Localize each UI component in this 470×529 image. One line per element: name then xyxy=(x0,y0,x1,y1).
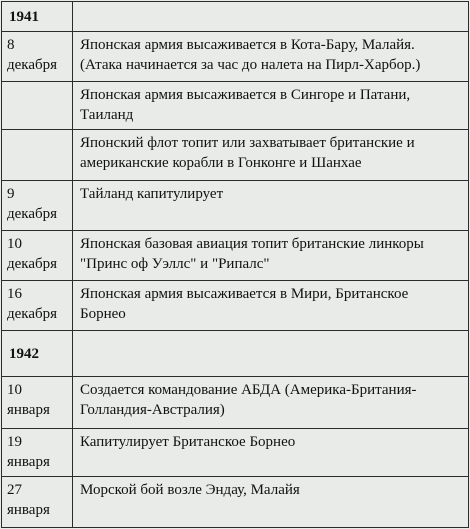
date-cell xyxy=(2,82,73,130)
year-row-1941 xyxy=(2,2,469,32)
date-cell xyxy=(2,281,73,331)
table-row xyxy=(2,281,469,331)
event-text: Японская армия высаживается в Мири, Британское xyxy=(80,286,409,302)
date-cell xyxy=(2,477,73,528)
year-cell xyxy=(2,2,73,32)
event-text: Создается командование АБДА (Америка-Британия- xyxy=(80,382,417,398)
date-month: декабря xyxy=(7,206,58,222)
date-month: декабря xyxy=(7,57,58,73)
event-cell xyxy=(73,477,469,528)
date-month: января xyxy=(7,502,50,518)
table-row xyxy=(2,130,469,181)
event-text: (Атака начинается за час до налета на Пирл-Харбор.) xyxy=(80,57,421,73)
date-day: 10 xyxy=(7,236,22,252)
date-day: 8 xyxy=(7,37,15,53)
event-text: Японская армия высаживается в Кота-Бару, Малайя. xyxy=(80,37,415,53)
year-empty-cell xyxy=(73,331,469,377)
event-text: Борнео xyxy=(80,306,126,322)
date-cell xyxy=(2,130,73,181)
date-cell xyxy=(2,429,73,477)
event-cell xyxy=(73,377,469,429)
date-day: 19 xyxy=(7,434,22,450)
year-label: 1941 xyxy=(9,8,39,25)
date-month: декабря xyxy=(7,306,58,322)
event-text: американские корабли в Гонконге и Шанхае xyxy=(80,155,362,171)
table-row xyxy=(2,32,469,82)
year-label: 1942 xyxy=(9,345,39,362)
date-day: 16 xyxy=(7,286,22,302)
table-row xyxy=(2,82,469,130)
event-cell xyxy=(73,181,469,231)
date-day: 27 xyxy=(7,482,22,498)
year-cell xyxy=(2,331,73,377)
table-row xyxy=(2,231,469,281)
event-text: Морской бой возле Эндау, Малайя xyxy=(80,482,300,498)
date-month: декабря xyxy=(7,256,58,272)
event-text: Японская базовая авиация топит британские линкоры xyxy=(80,236,424,252)
event-cell xyxy=(73,231,469,281)
year-empty-cell xyxy=(73,2,469,32)
event-cell xyxy=(73,82,469,130)
event-text: Японская армия высаживается в Сингоре и Патани, xyxy=(80,87,411,103)
event-cell xyxy=(73,130,469,181)
event-cell xyxy=(73,429,469,477)
year-row-1942 xyxy=(2,331,469,377)
chronology-table xyxy=(1,1,469,528)
event-cell xyxy=(73,32,469,82)
event-text: Японский флот топит или захватывает британские и xyxy=(80,135,415,151)
event-cell xyxy=(73,281,469,331)
date-cell xyxy=(2,377,73,429)
event-text: Тайланд капитулирует xyxy=(80,186,224,202)
event-text: Голландия-Австралия) xyxy=(80,402,225,418)
date-day: 10 xyxy=(7,382,22,398)
event-text: "Принс оф Уэллс" и "Рипалс" xyxy=(80,256,270,272)
event-text: Таиланд xyxy=(80,107,134,123)
date-cell xyxy=(2,181,73,231)
table-row xyxy=(2,477,469,528)
table-row xyxy=(2,377,469,429)
date-day: 9 xyxy=(7,186,15,202)
date-cell xyxy=(2,32,73,82)
table-row xyxy=(2,181,469,231)
date-month: января xyxy=(7,402,50,418)
event-text: Капитулирует Британское Борнео xyxy=(80,434,296,450)
table-row xyxy=(2,429,469,477)
date-month: января xyxy=(7,454,50,470)
date-cell xyxy=(2,231,73,281)
